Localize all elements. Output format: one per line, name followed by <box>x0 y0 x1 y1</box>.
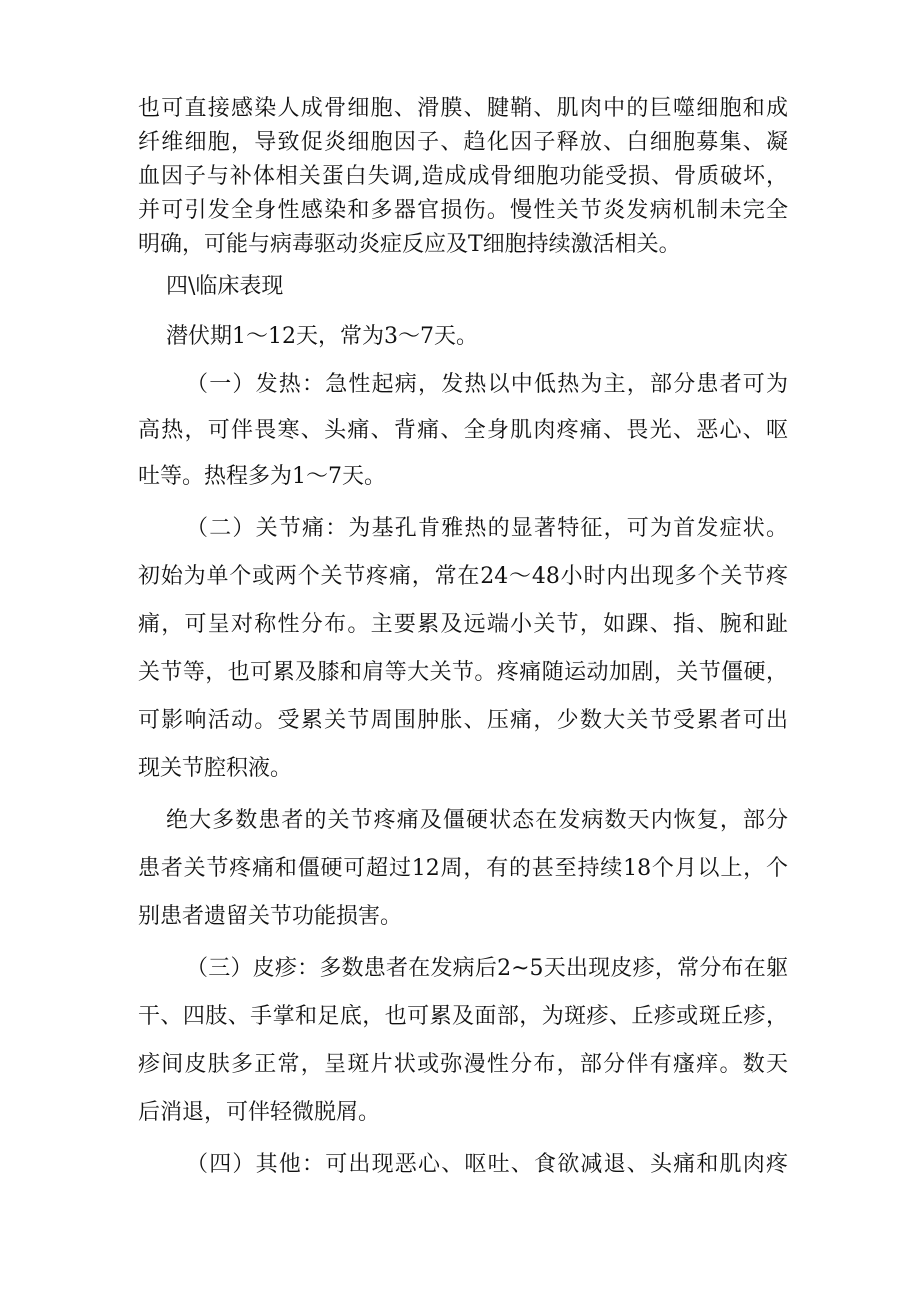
text-line: 血因子与补体相关蛋白失调,造成成骨细胞功能受损、骨质破坏， <box>138 164 788 189</box>
text-line: 高热，可伴畏寒、头痛、背痛、全身肌肉疼痛、畏光、恶心、呕 <box>138 418 788 443</box>
text-line: 初始为单个或两个关节疼痛，常在24～48小时内出现多个关节疼 <box>138 564 788 589</box>
section-heading: 四\临床表现 <box>166 274 284 299</box>
text-line: 干、四肢、手掌和足底，也可累及面部，为斑疹、丘疹或斑丘疹， <box>138 1004 788 1029</box>
text-line: 绝大多数患者的关节疼痛及僵硬状态在发病数天内恢复，部分 <box>166 808 788 833</box>
text-line: （一）发热：急性起病，发热以中低热为主，部分患者可为 <box>186 372 788 397</box>
text-line: （三）皮疹：多数患者在发病后2~5天出现皮疹，常分布在躯 <box>186 956 788 981</box>
text-line: 患者关节疼痛和僵硬可超过12周，有的甚至持续18个月以上，个 <box>138 856 788 881</box>
text-line: 可影响活动。受累关节周围肿胀、压痛，少数大关节受累者可出 <box>138 708 788 733</box>
text-line: （二）关节痛：为基孔肯雅热的显著特征，可为首发症状。 <box>186 516 788 541</box>
text-line: 吐等。热程多为1～7天。 <box>138 464 386 489</box>
text-line: 关节等，也可累及膝和肩等大关节。疼痛随运动加剧，关节僵硬， <box>138 660 788 685</box>
incubation-text: 潜伏期1～12天，常为3～7天。 <box>166 324 478 349</box>
text-line: 现关节腔积液。 <box>138 756 293 781</box>
text-line: 也可直接感染人成骨细胞、滑膜、腱鞘、肌肉中的巨噬细胞和成 <box>138 96 788 121</box>
text-line: 并可引发全身性感染和多器官损伤。慢性关节炎发病机制未完全 <box>138 198 788 223</box>
text-line: 痛，可呈对称性分布。主要累及远端小关节，如踝、指、腕和趾 <box>138 612 788 637</box>
text-line: （四）其他：可出现恶心、呕吐、食欲减退、头痛和肌肉疼 <box>186 1152 788 1177</box>
text-line: 纤维细胞，导致促炎细胞因子、趋化因子释放、白细胞募集、凝 <box>138 130 788 155</box>
text-line: 别患者遗留关节功能损害。 <box>138 904 403 929</box>
text-line: 后消退，可伴轻微脱屑。 <box>138 1100 381 1125</box>
text-line: 疹间皮肤多正常，呈斑片状或弥漫性分布，部分伴有瘙痒。数天 <box>138 1052 788 1077</box>
text-line: 明确，可能与病毒驱动炎症反应及T细胞持续激活相关。 <box>138 232 681 257</box>
